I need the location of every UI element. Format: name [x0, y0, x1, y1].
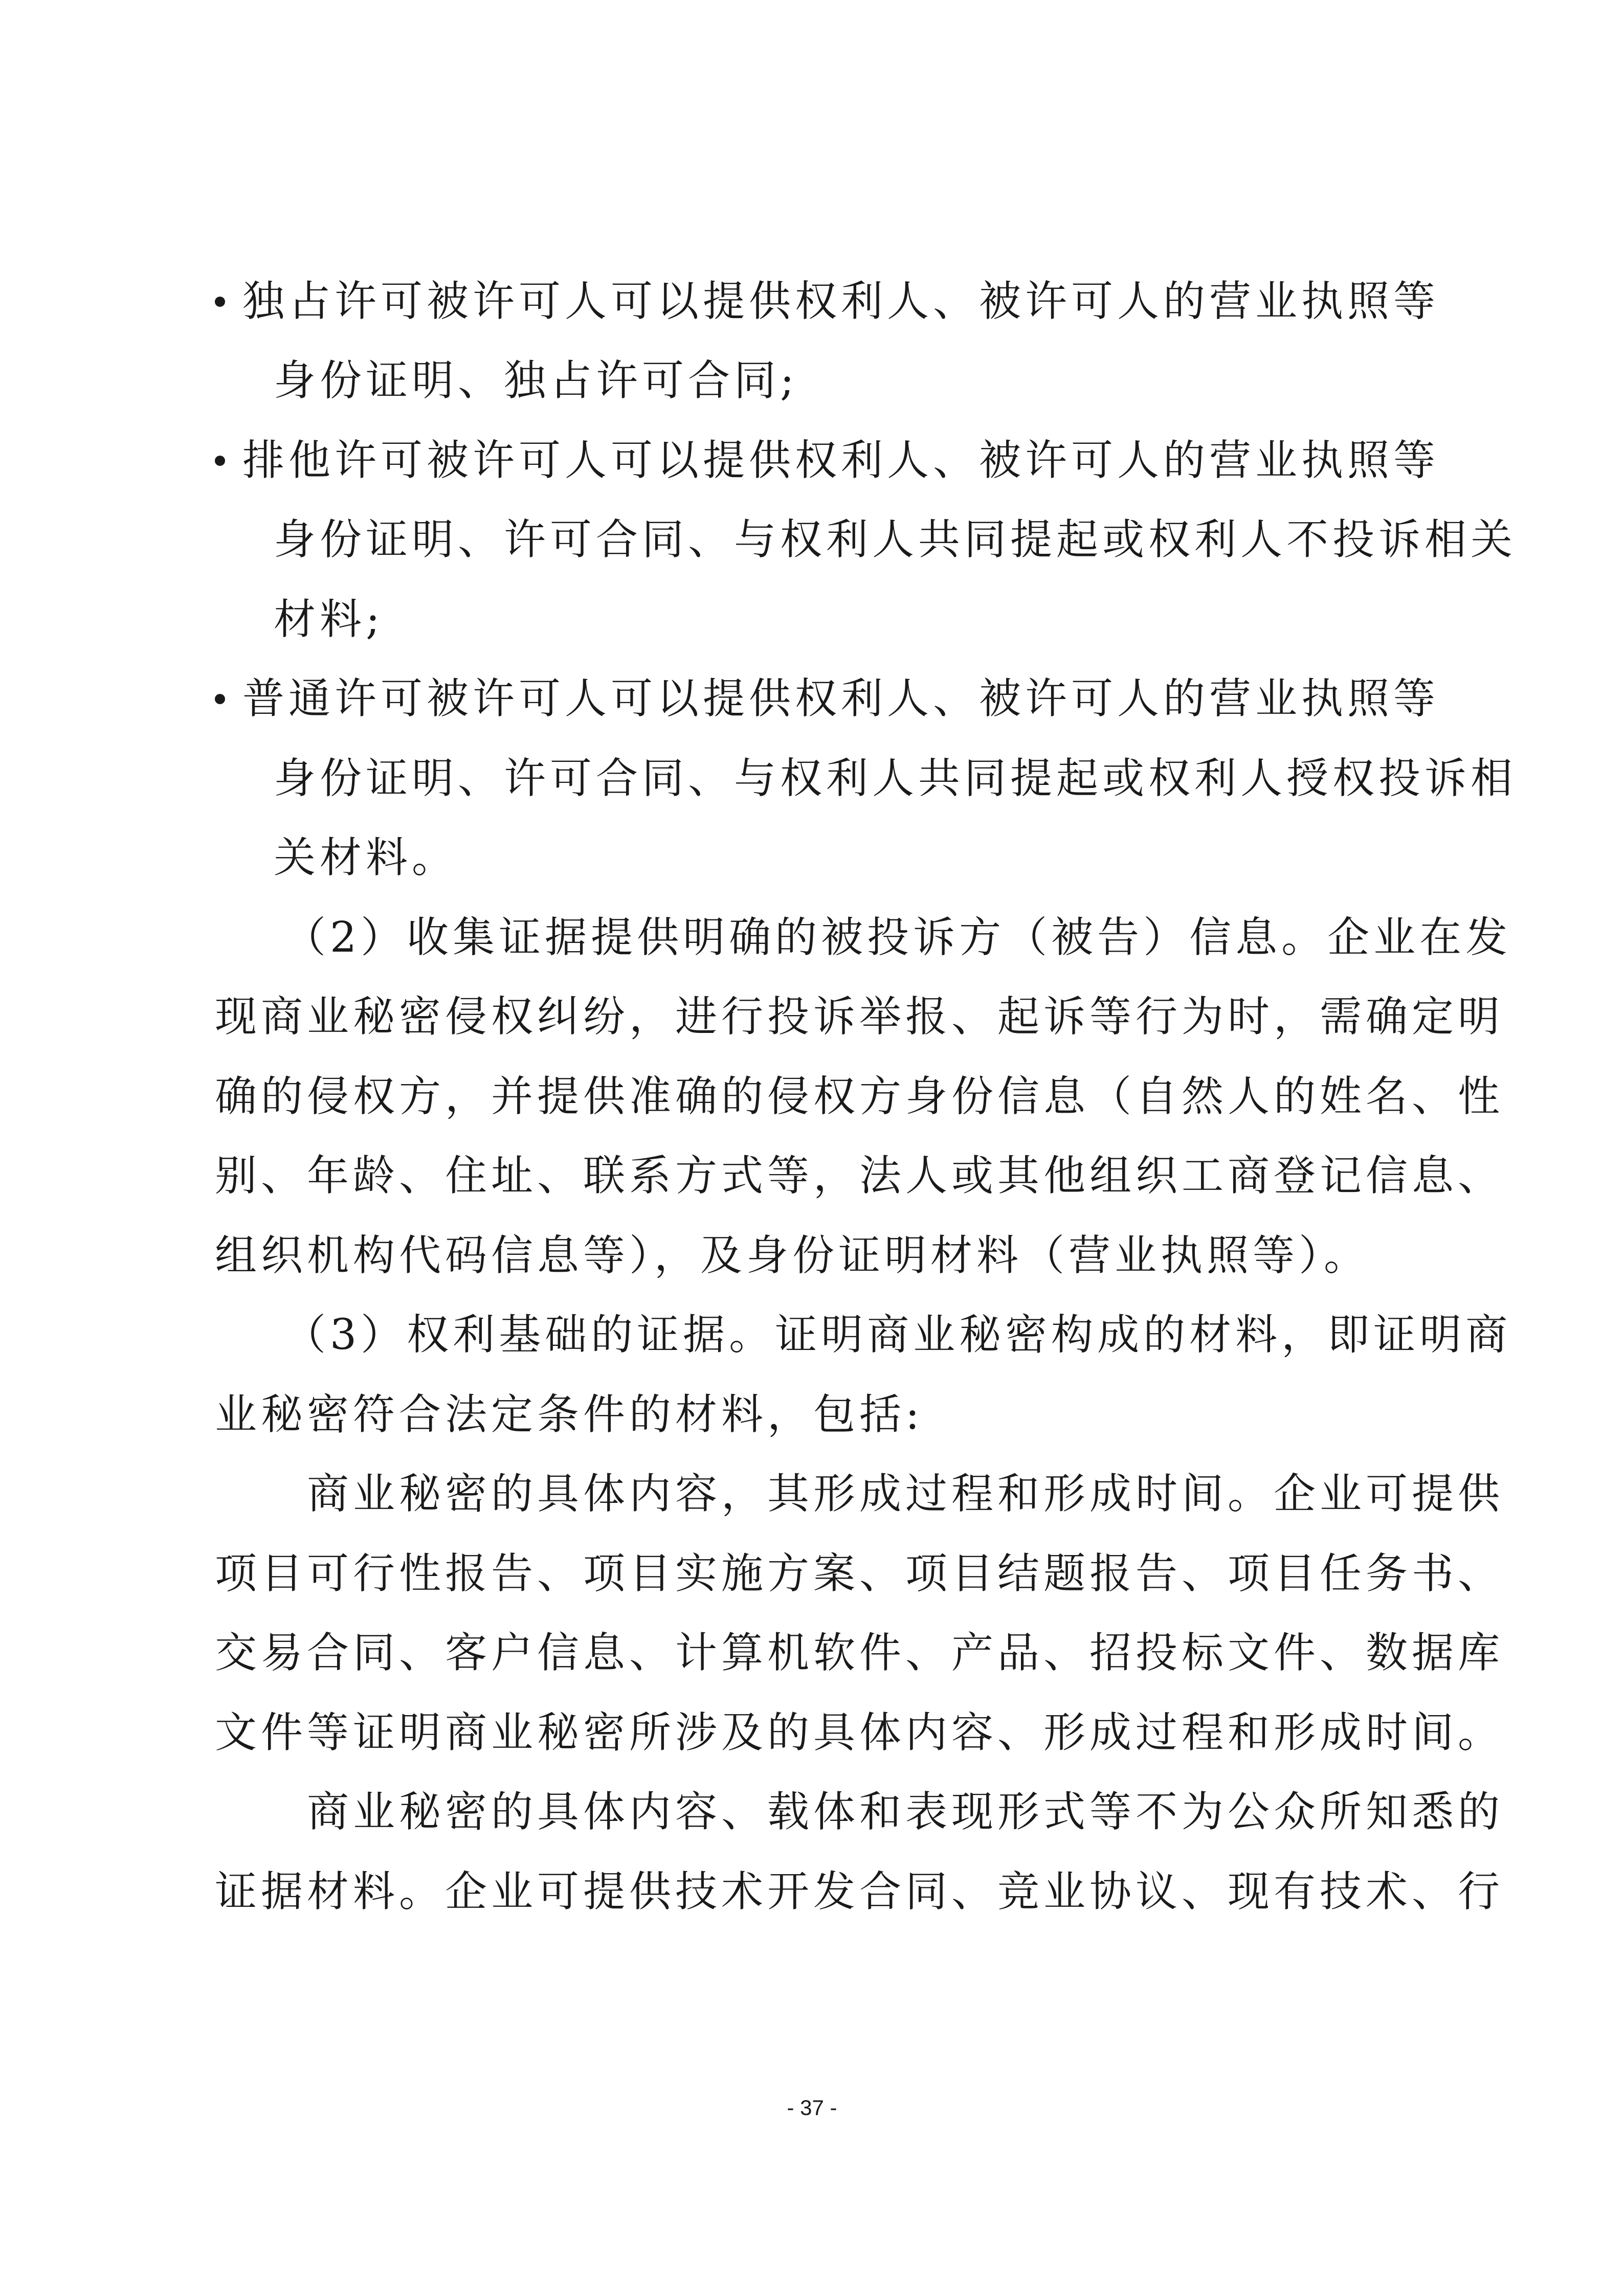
bullet-dot-icon	[215, 694, 225, 704]
paragraph-line: 业秘密符合法定条件的材料，包括:	[215, 1390, 924, 1439]
bullet-continuation-line: 材料;	[274, 595, 384, 644]
paragraph-line: （2）收集证据提供明确的被投诉方（被告）信息。企业在发	[284, 913, 1512, 962]
paragraph-line: 商业秘密的具体内容、载体和表现形式等不为公众所知悉的	[307, 1788, 1504, 1836]
paragraph-line: （3）权利基础的证据。证明商业秘密构成的材料，即证明商	[284, 1311, 1512, 1359]
paragraph-line: 文件等证明商业秘密所涉及的具体内容、形成过程和形成时间。	[215, 1708, 1504, 1757]
paragraph-line: 证据材料。企业可提供技术开发合同、竞业协议、现有技术、行	[215, 1867, 1504, 1916]
paragraph-line: 项目可行性报告、项目实施方案、项目结题报告、项目任务书、	[215, 1549, 1504, 1598]
paragraph-line: 交易合同、客户信息、计算机软件、产品、招投标文件、数据库	[215, 1629, 1504, 1677]
bullet-line: 独占许可被许可人可以提供权利人、被许可人的营业执照等	[215, 276, 1439, 327]
page-number: - 37 -	[787, 2096, 837, 2120]
bullet-continuation-line: 身份证明、独占许可合同;	[274, 356, 798, 405]
paragraph-line: 组织机构代码信息等），及身份证明材料（营业执照等）。	[215, 1231, 1370, 1280]
bullet-continuation-line: 身份证明、许可合同、与权利人共同提起或权利人授权投诉相	[274, 754, 1517, 803]
bullet-dot-icon	[215, 297, 225, 307]
bullet-line: 排他许可被许可人可以提供权利人、被许可人的营业执照等	[215, 435, 1439, 486]
paragraph-line: 别、年龄、住址、联系方式等，法人或其他组织工商登记信息、	[215, 1152, 1504, 1200]
bullet-line: 普通许可被许可人可以提供权利人、被许可人的营业执照等	[215, 673, 1439, 725]
bullet-dot-icon	[215, 456, 225, 466]
bullet-continuation-line: 关材料。	[274, 834, 458, 882]
paragraph-line: 商业秘密的具体内容，其形成过程和形成时间。企业可提供	[307, 1470, 1504, 1518]
paragraph-line: 现商业秘密侵权纠纷，进行投诉举报、起诉等行为时，需确定明	[215, 993, 1504, 1041]
paragraph-line: 确的侵权方，并提供准确的侵权方身份信息（自然人的姓名、性	[215, 1072, 1504, 1121]
bullet-continuation-line: 身份证明、许可合同、与权利人共同提起或权利人不投诉相关	[274, 515, 1517, 564]
